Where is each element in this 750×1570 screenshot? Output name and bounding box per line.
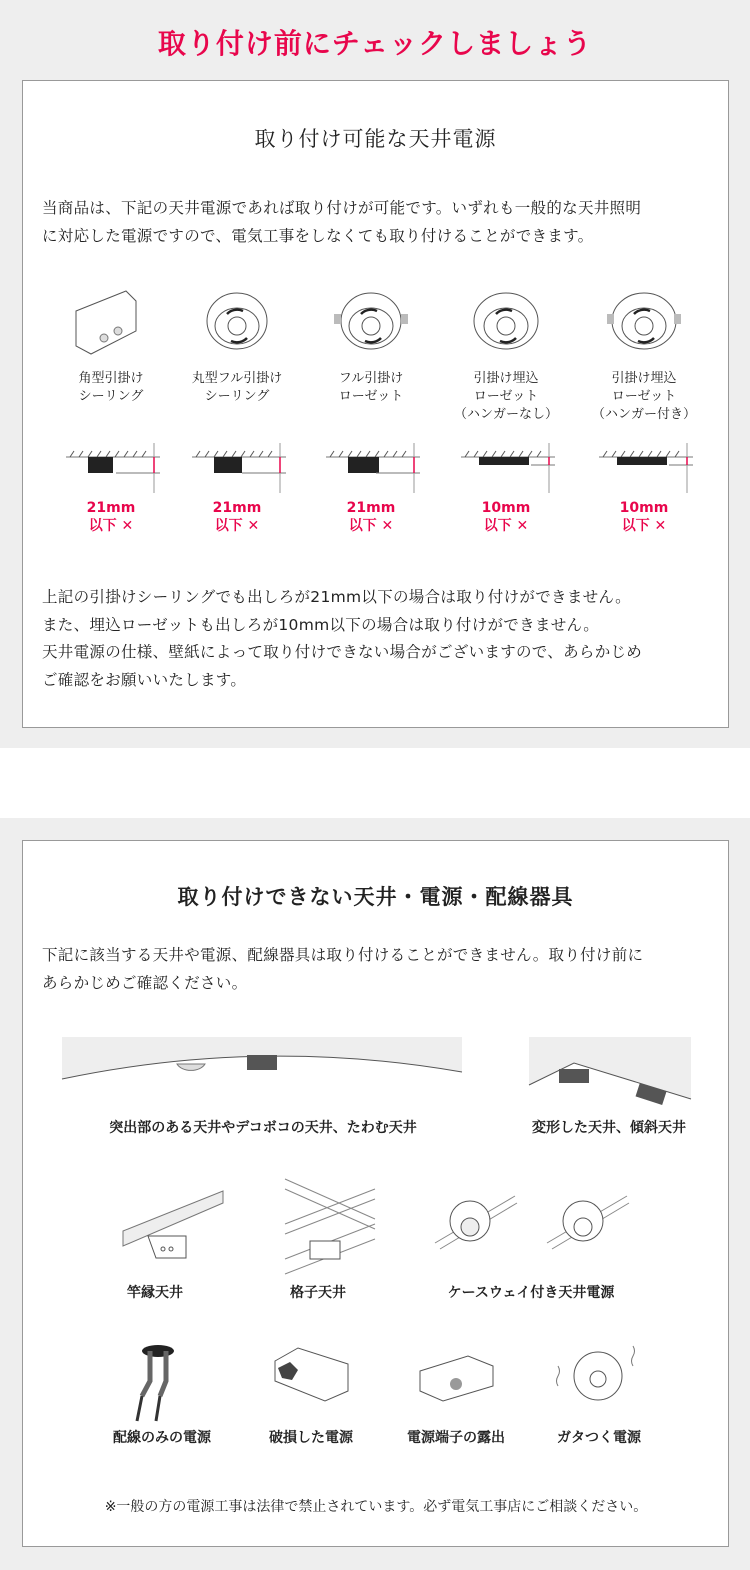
- compatible-card: [22, 80, 729, 728]
- loose-outlet-icon: [553, 1341, 643, 1406]
- limit-value: 21mm: [86, 500, 136, 516]
- embedded-rosette-icon: [461, 286, 551, 356]
- lattice-ceiling-icon: [285, 1179, 375, 1279]
- clearance-diagram: [66, 443, 166, 493]
- clearance-diagram: [326, 443, 426, 493]
- damaged-outlet-icon: [273, 1346, 348, 1401]
- intro-line: 当商品は、下記の天井電源であれば取り付けが可能です。いずれも一般的な天井照明: [42, 199, 642, 217]
- outlet-type-label: [574, 370, 714, 424]
- full-hook-rosette-icon: [326, 286, 416, 356]
- outlet-type-label: [436, 370, 576, 424]
- clearance-diagram: [192, 443, 292, 493]
- compatible-heading: 取り付け可能な天井電源: [254, 127, 497, 151]
- label-line: 丸型フル引掛け: [191, 371, 283, 386]
- caption-rod-edge: 竿縁天井: [127, 1285, 183, 1301]
- caption-loose: ガタつく電源: [557, 1430, 641, 1446]
- round-hook-ceiling-icon: [192, 286, 282, 356]
- caption-slanted: 変形した天井、傾斜天井: [532, 1120, 686, 1136]
- limit-note: 以下 ✕: [483, 518, 529, 534]
- outlet-type-label: [167, 370, 307, 406]
- caption-bare-wire: 配線のみの電源: [113, 1430, 211, 1446]
- limit-value: 10mm: [481, 500, 531, 516]
- clearance-limit: [71, 499, 151, 535]
- caption-caseway: ケースウェイ付き天井電源: [447, 1285, 615, 1301]
- intro-line: 下記に該当する天井や電源、配線器具は取り付けることができません。取り付け前に: [42, 946, 644, 964]
- square-hook-ceiling-icon: [66, 286, 156, 356]
- label-line: 引掛け埋込: [473, 371, 539, 386]
- label-line: ローゼット: [338, 389, 404, 404]
- label-line: フル引掛け: [338, 371, 404, 386]
- label-line: （ハンガーなし）: [453, 407, 558, 422]
- clearance-diagram: [599, 443, 699, 493]
- caption-damaged: 破損した電源: [269, 1430, 353, 1446]
- intro-line: あらかじめご確認ください。: [42, 973, 248, 992]
- compatible-intro: [42, 195, 718, 250]
- page-title: 取り付け前にチェックしましょう: [157, 27, 593, 60]
- incompatible-intro: [42, 942, 718, 997]
- embedded-rosette-hanger-icon: [599, 286, 689, 356]
- label-line: 引掛け埋込: [611, 371, 677, 386]
- outlet-type-label: [41, 370, 181, 406]
- rod-edge-ceiling-icon: [123, 1191, 223, 1271]
- intro-line: に対応した電源ですので、電気工事をしなくても取り付けることができます。: [42, 226, 594, 245]
- uneven-ceiling-icon: [62, 1037, 462, 1082]
- outlet-type-label: [301, 370, 441, 406]
- note-line: ご確認をお願いいたします。: [42, 670, 247, 689]
- note-line: 上記の引掛けシーリングでも出しろが21mm以下の場合は取り付けができません。: [42, 588, 631, 606]
- bare-wire-icon: [128, 1341, 188, 1421]
- limit-note: 以下 ✕: [621, 518, 667, 534]
- clearance-diagram: [461, 443, 561, 493]
- limit-value: 21mm: [346, 500, 396, 516]
- limit-value: 21mm: [212, 500, 262, 516]
- note-line: 天井電源の仕様、壁紙によって取り付けできない場合がございますので、あらかじめ: [42, 643, 643, 661]
- caption-uneven: 突出部のある天井やデコボコの天井、たわむ天井: [109, 1120, 417, 1136]
- label-line: （ハンガー付き）: [591, 407, 696, 422]
- legal-footnote: ※一般の方の電源工事は法律で禁止されています。必ず電気工事店にご相談ください。: [104, 1499, 648, 1515]
- clearance-limit: [466, 499, 546, 535]
- incompatible-card: [22, 840, 729, 1547]
- compatible-notes: [42, 584, 718, 694]
- label-line: 角型引掛け: [78, 371, 144, 386]
- limit-note: 以下 ✕: [88, 518, 134, 534]
- label-line: ローゼット: [473, 389, 539, 404]
- clearance-limit: [197, 499, 277, 535]
- clearance-limit: [604, 499, 684, 535]
- exposed-terminal-icon: [418, 1351, 493, 1401]
- caption-lattice: 格子天井: [290, 1285, 346, 1301]
- label-line: シーリング: [204, 389, 270, 404]
- limit-note: 以下 ✕: [214, 518, 260, 534]
- incompatible-heading: 取り付けできない天井・電源・配線器具: [177, 885, 574, 909]
- clearance-limit: [331, 499, 411, 535]
- caseway-ceiling-icon: [435, 1191, 665, 1251]
- slanted-ceiling-icon: [529, 1037, 691, 1107]
- label-line: シーリング: [78, 389, 144, 404]
- limit-note: 以下 ✕: [348, 518, 394, 534]
- caption-exposed: 電源端子の露出: [407, 1430, 505, 1446]
- limit-value: 10mm: [619, 500, 669, 516]
- note-line: また、埋込ローゼットも出しろが10mm以下の場合は取り付けができません。: [42, 615, 600, 634]
- label-line: ローゼット: [611, 389, 677, 404]
